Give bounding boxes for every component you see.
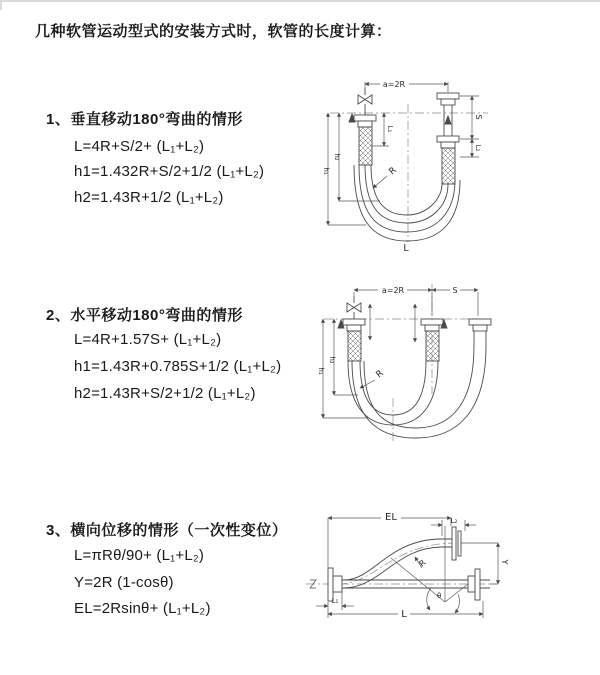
section-1-formula-h2: h2=1.43R+1/2 (L₁+L₂) bbox=[74, 189, 224, 206]
hose-body bbox=[338, 296, 491, 438]
flange-left bbox=[343, 319, 365, 325]
flange-right-upper bbox=[437, 93, 459, 99]
label-fitting-right: L₂ bbox=[450, 517, 458, 525]
label-h1: h₁ bbox=[317, 367, 325, 375]
section-2-formula-h1: h1=1.43R+0.785S+1/2 (L₁+L₂) bbox=[74, 358, 282, 375]
label-movement: S bbox=[452, 286, 458, 295]
u-arc-inner-2 bbox=[371, 165, 442, 215]
u-arc-shifted-2 bbox=[364, 346, 474, 428]
hose-body bbox=[310, 527, 490, 601]
label-fitting-right: L₂ bbox=[474, 144, 482, 152]
hose-scurve-wall-1 bbox=[344, 539, 452, 580]
flange-top-right bbox=[452, 527, 456, 560]
diagram-labels bbox=[322, 80, 483, 254]
flange-left bbox=[354, 115, 376, 121]
hose-body bbox=[349, 88, 460, 241]
angle-arrow-left bbox=[427, 588, 431, 610]
label-span: a=2R bbox=[382, 80, 406, 89]
label-radius: R bbox=[374, 368, 386, 381]
flange-right bbox=[468, 576, 475, 592]
label-h2: h₂ bbox=[328, 356, 336, 364]
section-2-formula-L: L=4R+1.57S+ (L₁+L₂) bbox=[74, 331, 222, 348]
section-1-heading: 1、垂直移动180°弯曲的情形 bbox=[46, 111, 243, 128]
label-angle: θ bbox=[437, 592, 442, 600]
valve-icon bbox=[347, 303, 361, 312]
diagram-vertical-bend bbox=[308, 68, 598, 263]
page-title: 几种软管运动型式的安装方式时，软管的长度计算： bbox=[35, 23, 392, 40]
dimensions bbox=[316, 511, 498, 619]
label-el: EL bbox=[385, 512, 397, 523]
braided-hose-middle bbox=[426, 331, 439, 361]
section-3-formula-Y: Y=2R (1-cosθ) bbox=[74, 574, 174, 591]
section-3-formula-L: L=πRθ/90+ (L₁+L₂) bbox=[74, 547, 205, 564]
u-arc-outer-2 bbox=[359, 165, 455, 232]
label-span: a=2R bbox=[381, 286, 405, 295]
label-h2: h₂ bbox=[333, 153, 341, 161]
dimensions bbox=[328, 79, 479, 225]
diagram-horizontal-bend bbox=[308, 276, 598, 468]
flange-right bbox=[469, 319, 491, 325]
scan-edge-left bbox=[0, 0, 2, 10]
label-h1: h₁ bbox=[322, 167, 330, 175]
section-3-formula-EL: EL=2Rsinθ+ (L₁+L₂) bbox=[74, 600, 211, 617]
label-offset: Y bbox=[500, 559, 509, 565]
section-2-heading: 2、水平移动180°弯曲的情形 bbox=[46, 307, 243, 324]
construction-lines bbox=[391, 526, 468, 613]
angle-arrow-right bbox=[455, 594, 459, 613]
diagram-labels bbox=[332, 512, 509, 620]
scan-edge-top bbox=[0, 0, 600, 2]
u-arc-inner-1 bbox=[365, 165, 448, 223]
label-fitting-left: L₁ bbox=[386, 125, 394, 133]
label-length: L bbox=[403, 243, 409, 254]
valve-icon bbox=[358, 95, 372, 104]
label-fitting-left: L₁ bbox=[331, 597, 339, 605]
label-radius: R bbox=[387, 165, 399, 178]
label-length: L bbox=[401, 609, 407, 620]
radius-line-2 bbox=[445, 584, 468, 602]
hose-scurve-wall-2 bbox=[344, 547, 452, 588]
braided-hose-left bbox=[359, 127, 372, 165]
label-movement: S bbox=[474, 114, 483, 120]
flange-right-lower bbox=[437, 136, 459, 142]
u-arc-shifted-1 bbox=[352, 346, 486, 438]
centerlines bbox=[324, 284, 494, 441]
braided-hose-right bbox=[442, 148, 455, 184]
section-3-heading: 3、横向位移的情形（一次性变位） bbox=[46, 522, 288, 539]
diagram-lateral-displacement bbox=[298, 498, 598, 675]
braided-hose-left bbox=[348, 331, 361, 361]
section-1-formula-h1: h1=1.432R+S/2+1/2 (L₁+L₂) bbox=[74, 163, 265, 180]
flange-middle bbox=[421, 319, 443, 325]
section-2-formula-h2: h2=1.43R+S/2+1/2 (L₁+L₂) bbox=[74, 385, 256, 402]
label-radius: R bbox=[417, 558, 428, 569]
section-1-formula-L: L=4R+S/2+ (L₁+L₂) bbox=[74, 138, 205, 155]
flow-arrow-right bbox=[445, 116, 451, 124]
dimensions bbox=[323, 285, 478, 418]
